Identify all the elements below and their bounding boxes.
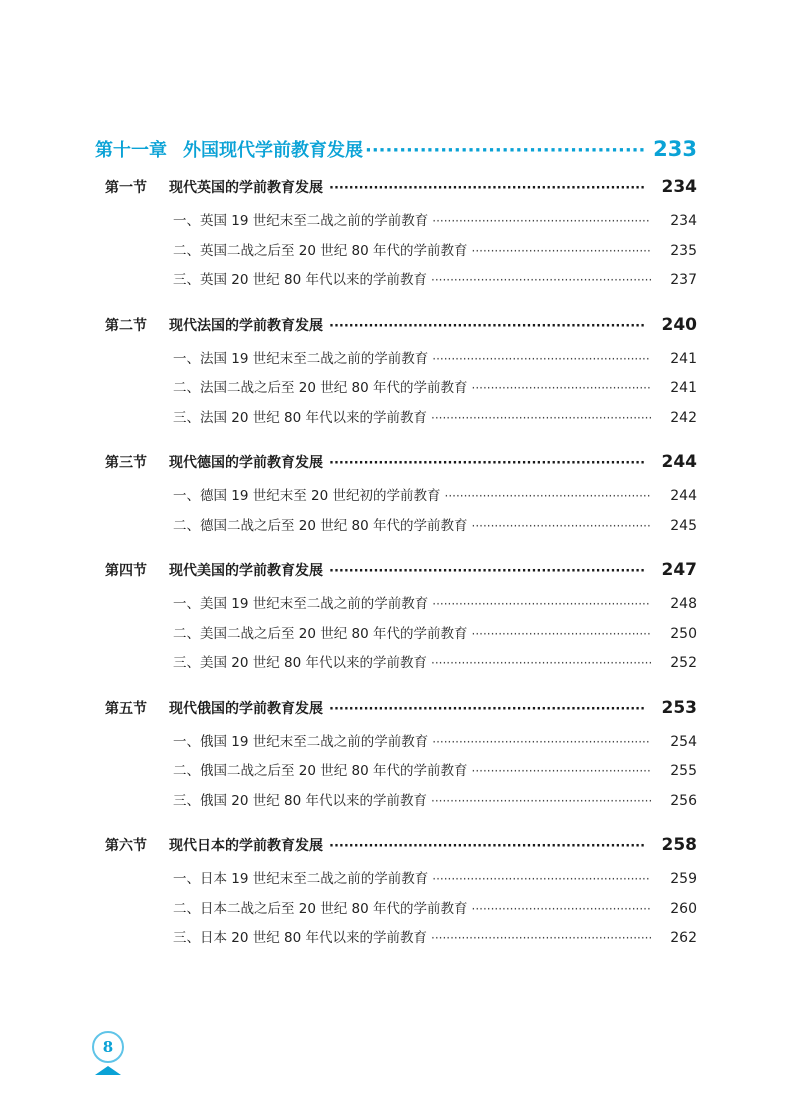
chapter-entry[interactable] <box>95 136 697 160</box>
dot-leader <box>329 702 644 717</box>
subsection-title: 二、英国二战之后至 20 世纪 80 年代的学前教育 <box>173 242 468 259</box>
subsection-entry[interactable] <box>173 592 697 622</box>
dot-leader <box>472 381 651 395</box>
section-title: 现代法国的学前教育发展 <box>169 317 323 334</box>
subsection-entry[interactable] <box>173 651 697 681</box>
subsection-entry[interactable] <box>173 239 697 269</box>
subsection-entry[interactable] <box>173 268 697 298</box>
subsection-title: 二、美国二战之后至 20 世纪 80 年代的学前教育 <box>173 625 468 642</box>
section-page: 247 <box>661 560 697 580</box>
chapter-title: 外国现代学前教育发展 <box>183 140 363 161</box>
subsection-page: 256 <box>670 792 697 809</box>
subsection-list <box>95 730 697 819</box>
subsection-list <box>95 592 697 681</box>
subsection-title: 三、美国 20 世纪 80 年代以来的学前教育 <box>173 655 428 671</box>
chapter-page: 233 <box>653 137 697 161</box>
dot-leader <box>432 872 651 886</box>
section-number: 第六节 <box>105 838 147 854</box>
subsection-page: 241 <box>670 380 697 396</box>
chapter-number: 第十一章 <box>95 140 167 161</box>
subsection-title: 三、法国 20 世纪 80 年代以来的学前教育 <box>173 409 428 426</box>
subsection-entry[interactable] <box>173 759 697 789</box>
subsection-entry[interactable] <box>173 376 697 406</box>
dot-leader <box>329 319 644 334</box>
section-title: 现代日本的学前教育发展 <box>169 838 323 854</box>
subsection-list <box>95 484 697 543</box>
subsection-list <box>95 867 697 956</box>
subsection-title: 一、德国 19 世纪末至 20 世纪初的学前教育 <box>173 488 441 504</box>
subsection-page: 254 <box>670 733 697 750</box>
subsection-title: 三、日本 20 世纪 80 年代以来的学前教育 <box>173 930 428 946</box>
dot-leader <box>432 352 651 366</box>
section-entry[interactable] <box>95 698 697 720</box>
subsection-title: 三、俄国 20 世纪 80 年代以来的学前教育 <box>173 792 428 809</box>
section-entry[interactable] <box>95 835 697 857</box>
dot-leader <box>329 181 644 196</box>
section-page: 253 <box>661 697 697 718</box>
subsection-title: 一、美国 19 世纪末至二战之前的学前教育 <box>173 596 429 612</box>
table-of-contents <box>95 136 697 956</box>
subsection-page: 250 <box>670 625 697 642</box>
subsection-page: 260 <box>670 900 697 917</box>
subsection-entry[interactable] <box>173 897 697 927</box>
section-number: 第二节 <box>105 317 147 334</box>
subsection-page: 259 <box>670 871 697 887</box>
subsection-title: 二、日本二战之后至 20 世纪 80 年代的学前教育 <box>173 900 468 917</box>
subsection-page: 234 <box>670 213 697 229</box>
section-page: 240 <box>661 314 697 335</box>
dot-leader <box>445 489 651 503</box>
subsection-entry[interactable] <box>173 730 697 760</box>
section-page: 234 <box>661 177 697 197</box>
dot-leader <box>472 902 651 916</box>
section-page: 244 <box>661 452 697 472</box>
dot-leader <box>472 519 651 533</box>
subsection-title: 一、英国 19 世纪末至二战之前的学前教育 <box>173 213 429 229</box>
page-arrow-icon <box>95 1066 121 1075</box>
subsection-page: 252 <box>670 655 697 671</box>
subsection-entry[interactable] <box>173 347 697 377</box>
dot-leader <box>472 627 651 641</box>
subsection-entry[interactable] <box>173 867 697 897</box>
subsection-title: 一、俄国 19 世纪末至二战之前的学前教育 <box>173 733 429 750</box>
subsection-page: 262 <box>670 930 697 946</box>
section-title: 现代俄国的学前教育发展 <box>169 700 323 717</box>
subsection-title: 一、法国 19 世纪末至二战之前的学前教育 <box>173 350 429 367</box>
subsection-page: 244 <box>670 488 697 504</box>
section-entry[interactable] <box>95 452 697 474</box>
subsection-title: 二、法国二战之后至 20 世纪 80 年代的学前教育 <box>173 380 468 396</box>
subsection-entry[interactable] <box>173 209 697 239</box>
subsection-page: 245 <box>670 517 697 534</box>
page-number-badge <box>92 1031 124 1063</box>
page-number: 8 <box>102 1038 114 1056</box>
dot-leader <box>431 931 651 945</box>
dot-leader <box>365 140 645 161</box>
dot-leader <box>431 656 651 670</box>
dot-leader <box>431 273 651 287</box>
subsection-page: 235 <box>670 242 697 259</box>
section-title: 现代美国的学前教育发展 <box>169 563 323 579</box>
subsection-page: 248 <box>670 596 697 612</box>
subsection-entry[interactable] <box>173 789 697 819</box>
section-page: 258 <box>661 835 697 855</box>
section-title: 现代德国的学前教育发展 <box>169 455 323 471</box>
subsection-list <box>95 209 697 298</box>
dot-leader <box>431 794 651 808</box>
section-list <box>95 177 697 956</box>
section-number: 第三节 <box>105 455 147 471</box>
section-entry[interactable] <box>95 177 697 199</box>
subsection-entry[interactable] <box>173 622 697 652</box>
dot-leader <box>431 411 651 425</box>
subsection-entry[interactable] <box>173 514 697 544</box>
section-number: 第一节 <box>105 180 147 196</box>
section-number: 第四节 <box>105 563 147 579</box>
subsection-title: 一、日本 19 世纪末至二战之前的学前教育 <box>173 871 429 887</box>
dot-leader <box>472 244 651 258</box>
subsection-entry[interactable] <box>173 484 697 514</box>
dot-leader <box>432 214 651 228</box>
subsection-page: 242 <box>670 409 697 426</box>
section-number: 第五节 <box>105 700 147 717</box>
subsection-title: 二、德国二战之后至 20 世纪 80 年代的学前教育 <box>173 517 468 534</box>
subsection-entry[interactable] <box>173 926 697 956</box>
subsection-page: 241 <box>670 350 697 367</box>
subsection-entry[interactable] <box>173 406 697 436</box>
dot-leader <box>329 839 644 854</box>
section-title: 现代英国的学前教育发展 <box>169 180 323 196</box>
section-entry[interactable] <box>95 315 697 337</box>
dot-leader <box>432 735 651 749</box>
dot-leader <box>329 456 644 471</box>
subsection-page: 237 <box>670 272 697 288</box>
subsection-title: 二、俄国二战之后至 20 世纪 80 年代的学前教育 <box>173 763 468 779</box>
subsection-list <box>95 347 697 436</box>
dot-leader <box>472 764 651 778</box>
dot-leader <box>329 564 644 579</box>
subsection-title: 三、英国 20 世纪 80 年代以来的学前教育 <box>173 272 428 288</box>
section-entry[interactable] <box>95 560 697 582</box>
subsection-page: 255 <box>670 763 697 779</box>
dot-leader <box>432 597 651 611</box>
